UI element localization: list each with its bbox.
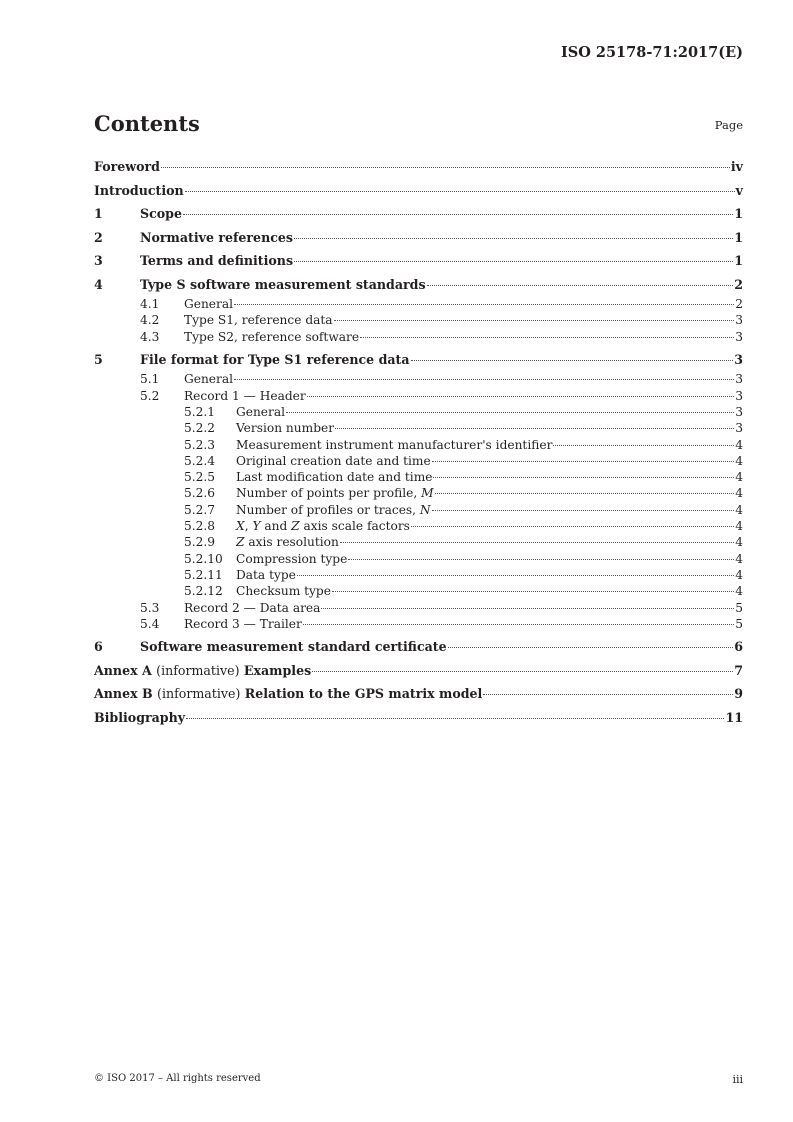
toc-entry-page: 1 <box>734 206 743 221</box>
toc-entry-page: 9 <box>734 686 743 702</box>
toc-entry-page: 2 <box>734 276 743 292</box>
toc-leader-dots <box>183 213 733 215</box>
toc-entry-number: 5.4 <box>140 616 160 631</box>
toc-entry-page: 3 <box>735 329 743 344</box>
toc-leader-dots <box>335 427 734 429</box>
toc-leader-dots <box>360 336 734 338</box>
toc-entry-number: 5.2 <box>140 388 160 403</box>
toc-entry-number: 4 <box>94 276 103 292</box>
toc-entry[interactable] <box>94 296 743 312</box>
toc-entry[interactable] <box>94 551 743 567</box>
toc-entry-page: iv <box>730 159 743 174</box>
toc-entry-page: 2 <box>735 297 743 311</box>
toc-entry[interactable] <box>94 682 743 706</box>
toc-leader-dots <box>435 492 735 494</box>
toc-entry[interactable] <box>94 437 743 453</box>
toc-entry-title: Introduction <box>94 182 184 198</box>
toc-entry-page: 4 <box>735 519 743 534</box>
toc-leader-dots <box>411 359 734 361</box>
toc-leader-dots <box>348 558 734 560</box>
toc-leader-dots <box>286 411 734 413</box>
toc-entry-page: 3 <box>735 313 743 328</box>
toc-entry-page: 1 <box>734 253 743 268</box>
toc-entry-number: 1 <box>94 206 103 221</box>
toc-leader-dots <box>312 670 733 672</box>
toc-entry-page: 5 <box>735 616 743 631</box>
toc-entry-number: 5.2.11 <box>184 567 223 582</box>
toc-entry[interactable] <box>94 600 743 616</box>
page-number: iii <box>732 1073 743 1086</box>
toc-entry[interactable] <box>94 273 743 297</box>
table-of-contents <box>94 155 743 729</box>
toc-entry-number: 5.2.7 <box>184 502 216 517</box>
toc-entry-page: 4 <box>735 551 743 566</box>
toc-entry-number: 5.2.4 <box>184 453 216 468</box>
toc-leader-dots <box>161 166 730 168</box>
toc-entry-page: 3 <box>734 351 743 367</box>
toc-entry-title: Type S1, reference data <box>184 313 333 328</box>
toc-entry-title: Compression type <box>236 551 348 566</box>
copyright-notice: © ISO 2017 – All rights reserved <box>94 1073 261 1084</box>
toc-entry[interactable] <box>94 616 743 632</box>
toc-leader-dots <box>553 444 734 446</box>
toc-entry[interactable] <box>94 420 743 436</box>
toc-entry-title: General <box>184 297 233 311</box>
toc-entry[interactable] <box>94 329 743 345</box>
toc-entry-title: Type S2, reference software <box>184 329 360 344</box>
toc-entry-number: 5.2.10 <box>184 551 223 566</box>
toc-entry-number: 5 <box>94 351 103 367</box>
toc-entry[interactable] <box>94 502 743 518</box>
toc-entry-title: Number of points per profile, M <box>236 486 434 501</box>
toc-entry-number: 5.2.5 <box>184 470 216 485</box>
toc-leader-dots <box>321 607 734 609</box>
toc-leader-dots <box>432 460 735 462</box>
toc-entry-page: 3 <box>735 372 743 387</box>
toc-entry-number: 5.2.8 <box>184 519 216 534</box>
toc-entry[interactable] <box>94 155 743 179</box>
toc-entry[interactable] <box>94 659 743 683</box>
toc-entry-page: 4 <box>735 486 743 501</box>
toc-entry[interactable] <box>94 404 743 420</box>
toc-entry-number: 4.2 <box>140 313 160 328</box>
toc-entry-page: v <box>735 182 743 198</box>
page-column-label: Page <box>714 118 743 132</box>
toc-entry-title: General <box>236 404 285 419</box>
toc-entry-title: Data type <box>236 567 296 582</box>
toc-entry-title: Annex B (informative) Relation to the GPS matrix model <box>94 686 483 702</box>
toc-leader-dots <box>427 284 734 286</box>
toc-entry[interactable] <box>94 226 743 250</box>
toc-entry-number: 6 <box>94 639 103 655</box>
toc-entry-title: Terms and definitions <box>140 253 294 268</box>
toc-entry[interactable] <box>94 249 743 273</box>
toc-entry-page: 3 <box>735 404 743 419</box>
toc-entry[interactable] <box>94 485 743 501</box>
page-title: Contents <box>94 111 200 136</box>
document-code: ISO 25178-71:2017(E) <box>560 44 743 61</box>
toc-entry-number: 5.2.3 <box>184 437 216 452</box>
toc-entry-page: 11 <box>725 709 743 725</box>
toc-entry-number: 3 <box>94 253 103 268</box>
toc-entry-page: 4 <box>735 567 743 582</box>
toc-entry-page: 3 <box>735 388 743 403</box>
toc-entry-number: 4.1 <box>140 297 160 311</box>
toc-entry[interactable] <box>94 348 743 372</box>
toc-entry-page: 3 <box>735 421 743 436</box>
toc-leader-dots <box>297 574 734 576</box>
toc-entry-title: Z axis resolution <box>236 535 339 550</box>
toc-entry[interactable] <box>94 312 743 328</box>
toc-leader-dots <box>307 395 735 397</box>
toc-entry-number: 5.2.6 <box>184 486 216 501</box>
toc-entry-number: 5.2.12 <box>184 584 223 599</box>
toc-entry-number: 2 <box>94 229 103 245</box>
toc-entry-number: 5.2.1 <box>184 404 216 419</box>
toc-entry-page: 4 <box>735 437 743 452</box>
toc-leader-dots <box>303 623 734 625</box>
toc-leader-dots <box>334 319 735 321</box>
toc-entry-title: Record 2 — Data area <box>184 600 321 615</box>
toc-entry-number: 5.2.2 <box>184 421 216 436</box>
toc-leader-dots <box>294 260 733 262</box>
toc-leader-dots <box>433 476 734 478</box>
toc-entry-page: 4 <box>735 535 743 550</box>
toc-leader-dots <box>234 378 734 380</box>
toc-entry[interactable] <box>94 371 743 387</box>
toc-entry-page: 6 <box>734 639 743 655</box>
toc-entry-page: 5 <box>735 600 743 615</box>
toc-entry[interactable] <box>94 635 743 659</box>
toc-entry-title: Checksum type <box>236 584 331 599</box>
toc-entry[interactable] <box>94 706 743 730</box>
toc-entry[interactable] <box>94 202 743 226</box>
toc-entry-title: General <box>184 372 233 387</box>
toc-entry-title: Record 3 — Trailer <box>184 616 302 631</box>
toc-entry[interactable] <box>94 179 743 203</box>
toc-entry-title: Scope <box>140 206 182 221</box>
toc-leader-dots <box>185 190 735 192</box>
toc-leader-dots <box>186 717 724 719</box>
toc-entry-title: Record 1 — Header <box>184 388 306 403</box>
toc-leader-dots <box>483 693 733 695</box>
toc-entry-page: 7 <box>734 662 743 678</box>
toc-entry-page: 1 <box>734 229 743 245</box>
toc-entry-number: 5.3 <box>140 600 160 615</box>
toc-entry-number: 4.3 <box>140 329 160 344</box>
toc-entry[interactable] <box>94 388 743 404</box>
toc-entry[interactable] <box>94 567 743 583</box>
toc-entry-page: 4 <box>735 453 743 468</box>
toc-entry-title: Bibliography <box>94 709 186 725</box>
toc-entry[interactable] <box>94 469 743 485</box>
toc-leader-dots <box>332 590 734 592</box>
toc-entry-title: File format for Type S1 reference data <box>140 351 410 367</box>
toc-entry-title: Normative references <box>140 229 294 245</box>
toc-entry-number: 5.1 <box>140 372 160 387</box>
toc-leader-dots <box>448 646 734 648</box>
toc-entry-title: Type S software measurement standards <box>140 276 426 292</box>
toc-leader-dots <box>234 303 734 305</box>
toc-entry-title: Software measurement standard certificate <box>140 639 447 655</box>
toc-entry[interactable] <box>94 583 743 599</box>
toc-leader-dots <box>411 525 734 527</box>
toc-entry-title: Foreword <box>94 159 160 174</box>
toc-entry-page: 4 <box>735 502 743 517</box>
toc-entry[interactable] <box>94 453 743 469</box>
toc-entry-title: Original creation date and time <box>236 453 431 468</box>
toc-entry-number: 5.2.9 <box>184 535 216 550</box>
toc-leader-dots <box>294 237 733 239</box>
toc-entry-title: X, Y and Z axis scale factors <box>236 519 410 534</box>
toc-entry-title: Number of profiles or traces, N <box>236 502 431 517</box>
toc-entry-title: Last modification date and time <box>236 470 433 485</box>
toc-leader-dots <box>432 509 735 511</box>
toc-entry-title: Annex A (informative) Examples <box>94 662 312 678</box>
toc-entry[interactable] <box>94 518 743 534</box>
toc-entry-title: Version number <box>236 421 335 436</box>
toc-leader-dots <box>340 541 734 543</box>
toc-entry-page: 4 <box>735 470 743 485</box>
toc-entry-title: Measurement instrument manufacturer's identifier <box>236 437 553 452</box>
toc-entry-page: 4 <box>735 584 743 599</box>
toc-entry[interactable] <box>94 534 743 550</box>
